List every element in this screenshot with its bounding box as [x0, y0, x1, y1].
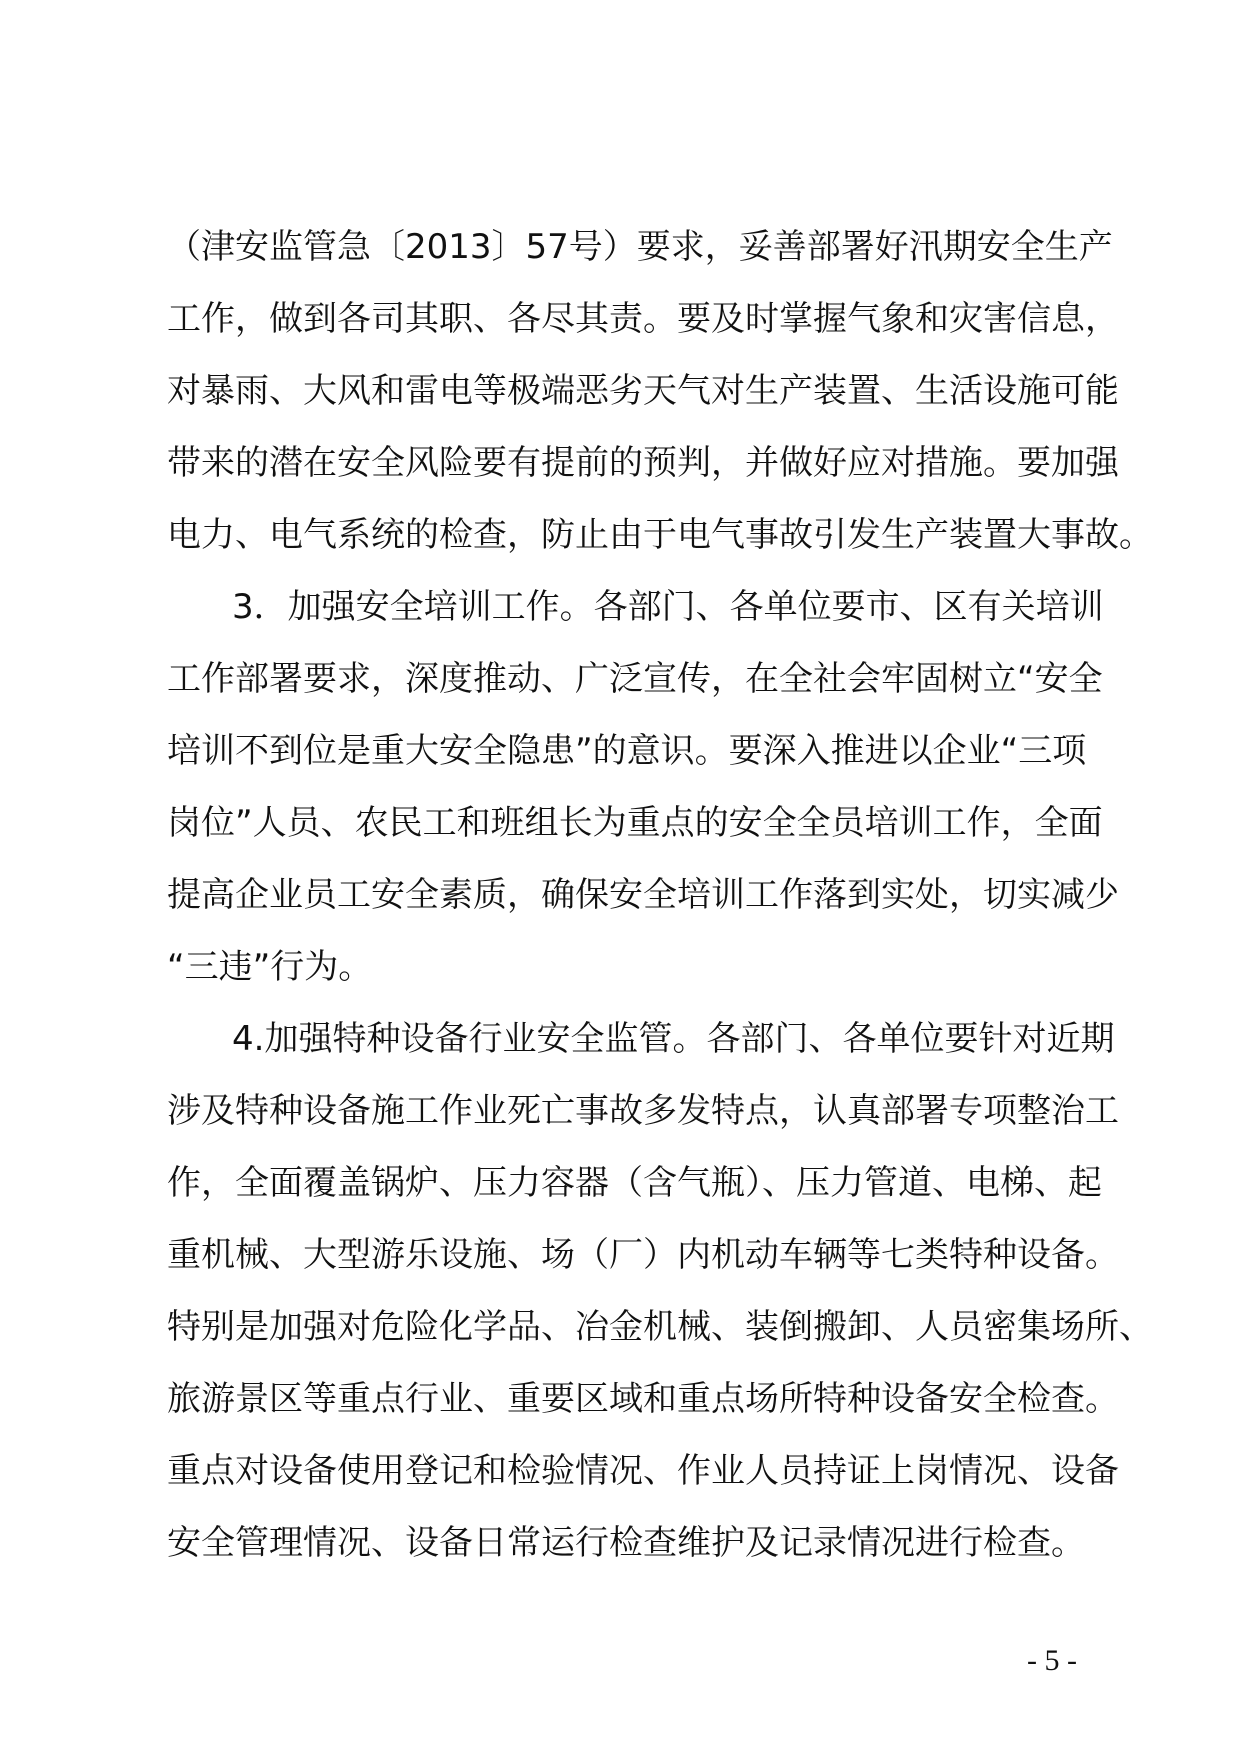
section-3-heading-line: 3．加强安全培训工作。各部门、各单位要市、区有关培训	[232, 587, 1104, 627]
paragraph-line-1: （津安监管急〔2013〕57号）要求，妥善部署好汛期安全生产	[167, 227, 1113, 267]
paragraph-line-16: 特别是加强对危险化学品、冶金机械、装倒搬卸、人员密集场所、	[167, 1307, 1153, 1347]
paragraph-line-4: 带来的潜在安全风险要有提前的预判，并做好应对措施。要加强	[167, 443, 1119, 483]
paragraph-line-2: 工作，做到各司其职、各尽其责。要及时掌握气象和灾害信息，	[167, 299, 1119, 339]
paragraph-line-10: 提高企业员工安全素质，确保安全培训工作落到实处，切实减少	[167, 875, 1119, 915]
paragraph-line-13: 涉及特种设备施工作业死亡事故多发特点，认真部署专项整治工	[167, 1091, 1119, 1131]
paragraph-line-18: 重点对设备使用登记和检验情况、作业人员持证上岗情况、设备	[167, 1451, 1119, 1491]
page-number: - 5 -	[1027, 1644, 1077, 1677]
paragraph-line-9: 岗位”人员、农民工和班组长为重点的安全全员培训工作，全面	[167, 803, 1103, 843]
paragraph-line-5: 电力、电气系统的检查，防止由于电气事故引发生产装置大事故。	[167, 515, 1153, 555]
paragraph-line-15: 重机械、大型游乐设施、场（厂）内机动车辆等七类特种设备。	[167, 1235, 1119, 1275]
paragraph-line-7: 工作部署要求，深度推动、广泛宣传，在全社会牢固树立“安全	[167, 659, 1103, 699]
section-4-heading-line: 4.加强特种设备行业安全监管。各部门、各单位要针对近期	[232, 1019, 1115, 1059]
paragraph-line-14: 作，全面覆盖锅炉、压力容器（含气瓶）、压力管道、电梯、起	[167, 1163, 1102, 1203]
paragraph-line-3: 对暴雨、大风和雷电等极端恶劣天气对生产装置、生活设施可能	[167, 371, 1119, 411]
paragraph-line-19: 安全管理情况、设备日常运行检查维护及记录情况进行检查。	[167, 1523, 1085, 1563]
paragraph-line-11: “三违”行为。	[167, 947, 373, 987]
paragraph-line-8: 培训不到位是重大安全隐患”的意识。要深入推进以企业“三项	[167, 731, 1087, 771]
paragraph-line-17: 旅游景区等重点行业、重要区域和重点场所特种设备安全检查。	[167, 1379, 1119, 1419]
